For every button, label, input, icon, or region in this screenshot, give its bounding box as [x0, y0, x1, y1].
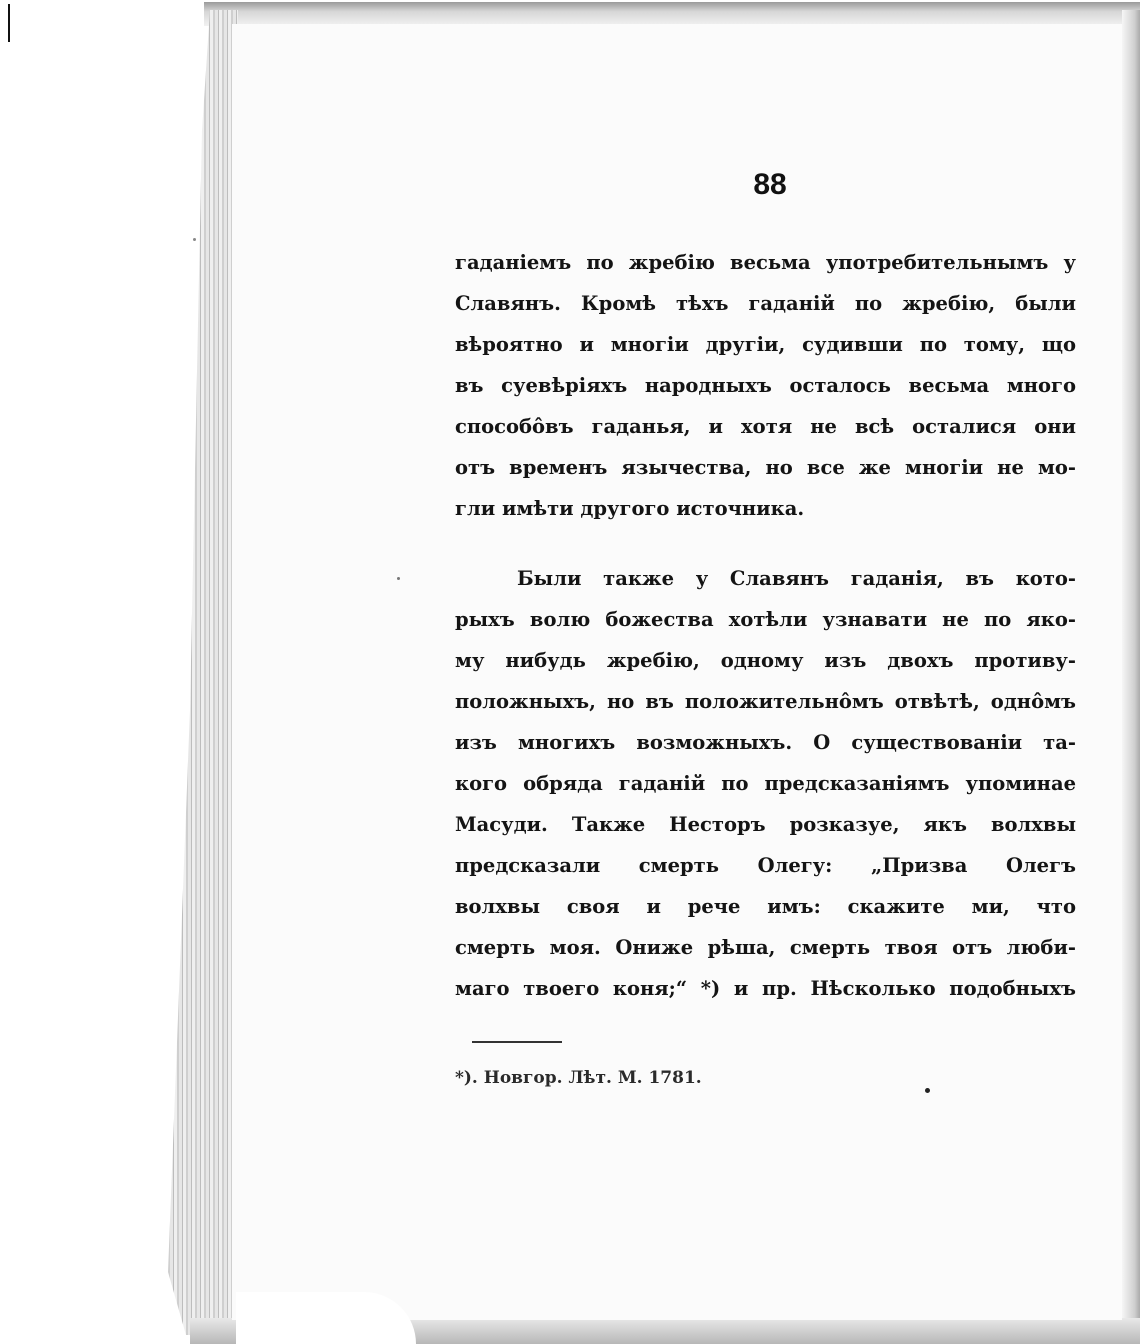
book-page-edges [168, 10, 238, 1335]
page-corner [236, 1292, 416, 1344]
footnote-rule [472, 1041, 562, 1043]
text-line: въ суевѣріяхъ народныхъ осталось весьма много [455, 374, 1076, 397]
paragraph-2 [455, 558, 1076, 1009]
text-line: отъ временъ язычества, но все же многіи не мо- [455, 456, 1076, 479]
text-line: смерть моя. Ониже рѣша, смерть твоя отъ люби- [455, 936, 1076, 959]
text-line: изъ многихъ возможныхъ. О существованіи та- [455, 731, 1076, 754]
text-line: маго твоего коня;“ *) и пр. Нѣсколько подобныхъ [455, 977, 1076, 1000]
paragraph-1 [455, 242, 1076, 529]
text-line: вѣроятно и многіи другіи, судивши по тому, що [455, 333, 1076, 356]
text-line: Были также у Славянъ гаданія, въ кото- [517, 567, 1076, 590]
footnote: *). Новгор. Лѣт. М. 1781. [455, 1068, 702, 1088]
text-line: рыхъ волю божества хотѣли узнавати не по яко- [455, 608, 1076, 631]
text-line: волхвы своя и рече имъ: скажите ми, что [455, 895, 1076, 918]
page-number: 88 [753, 168, 787, 201]
scan-edge-mark [8, 4, 10, 42]
book-top-edge [204, 2, 1140, 26]
text-line: гаданіемъ по жребію весьма употребительнымъ у [455, 251, 1076, 274]
text-line: предсказали смерть Олегу: „Призва Олегъ [455, 854, 1076, 877]
ink-speck [397, 577, 400, 580]
ink-speck [193, 238, 196, 241]
text-line: кого обряда гаданій по предсказаніямъ упоминае [455, 772, 1076, 795]
ink-speck [925, 1088, 930, 1093]
text-line: му нибудь жребію, одному изъ двохъ противу- [455, 649, 1076, 672]
text-line: способôвъ гаданья, и хотя не всѣ осталися они [455, 415, 1076, 438]
book-right-edge [1122, 10, 1140, 1335]
text-line: Славянъ. Кромѣ тѣхъ гаданій по жребію, были [455, 292, 1076, 315]
text-line: гли имѣти другого источника. [455, 497, 805, 520]
text-line: положныхъ, но въ положительнôмъ отвѣтѣ, однôмъ [455, 690, 1076, 713]
text-line: Масуди. Также Несторъ розказуе, якъ волхвы [455, 813, 1076, 836]
